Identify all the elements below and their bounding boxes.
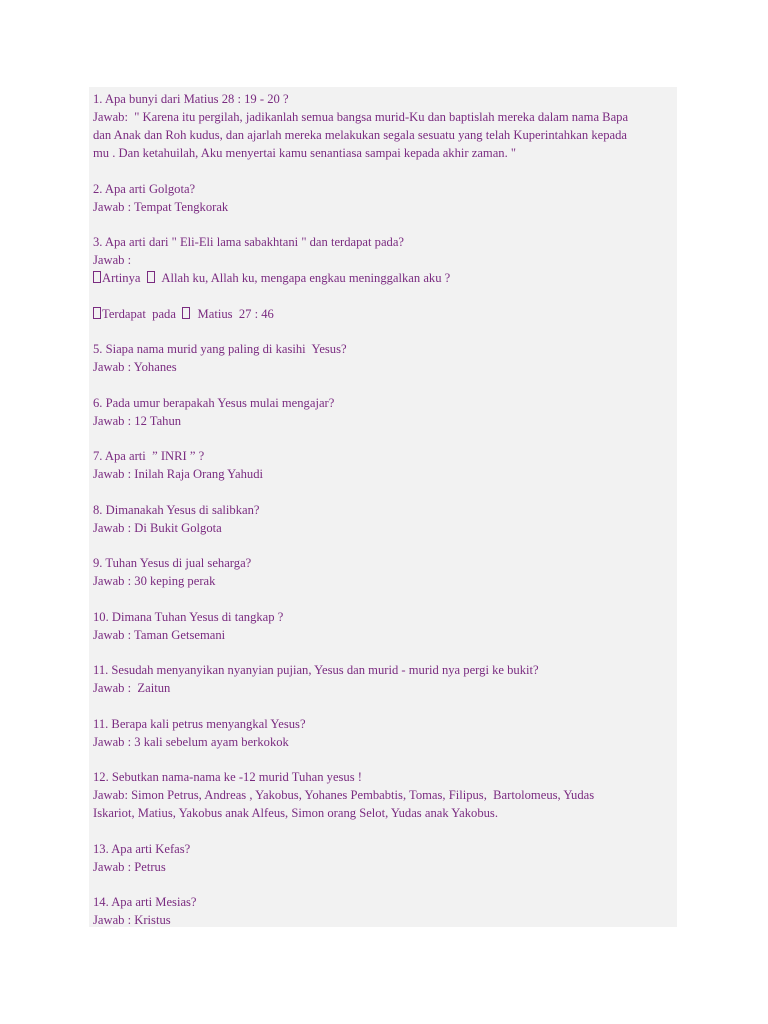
question-5: 5. Siapa nama murid yang paling di kasihi Yesus? — [93, 342, 347, 356]
answer-11b: Jawab : 3 kali sebelum ayam berkokok — [93, 734, 289, 749]
answer-12-line-1: Jawab: Simon Petrus, Andreas , Yakobus, Yohanes Pembabtis, Tomas, Filipus, Bartolomeus, Yudas — [93, 788, 595, 802]
question-9: 9. Tuhan Yesus di jual seharga? — [93, 556, 252, 570]
answer-13: Jawab : Petrus — [93, 859, 166, 874]
missing-glyph-icon — [147, 271, 155, 283]
answer-8: Jawab : Di Bukit Golgota — [93, 520, 222, 535]
question-7: 7. Apa arti ” INRI ” ? — [93, 449, 205, 463]
question-2: 2. Apa arti Golgota? — [93, 181, 196, 196]
spacer — [93, 590, 673, 608]
question-13: 13. Apa arti Kefas? — [93, 841, 191, 856]
answer-10: Jawab : Taman Getsemani — [93, 627, 226, 642]
question-12: 12. Sebutkan nama-nama ke -12 murid Tuhan yesus ! — [93, 770, 362, 784]
spacer — [93, 162, 673, 180]
answer-1-line-3: mu . Dan ketahuilah, Aku menyertai kamu senantiasa sampai kepada akhir zaman. " — [93, 146, 517, 160]
spacer — [93, 483, 673, 501]
missing-glyph-icon — [182, 307, 190, 319]
answer-9: Jawab : 30 keping perak — [93, 574, 216, 588]
question-10: 10. Dimana Tuhan Yesus di tangkap ? — [93, 609, 284, 624]
spacer — [93, 216, 673, 234]
spacer — [93, 323, 673, 341]
spacer — [93, 751, 673, 769]
answer-2: Jawab : Tempat Tengkorak — [93, 199, 229, 214]
answer-14: Jawab : Kristus — [93, 913, 171, 927]
spacer — [93, 822, 673, 840]
answer-12-line-2: Iskariot, Matius, Yakobus anak Alfeus, Simon orang Selot, Yudas anak Yakobus. — [93, 806, 498, 820]
qa-list — [93, 90, 673, 927]
artinya-text: Allah ku, Allah ku, mengapa engkau meninggalkan aku ? — [161, 271, 451, 285]
spacer — [93, 430, 673, 448]
answer-11a: Jawab : Zaitun — [93, 681, 171, 695]
spacer — [93, 876, 673, 894]
spacer — [93, 376, 673, 394]
answer-5: Jawab : Yohanes — [93, 360, 177, 374]
spacer — [93, 697, 673, 715]
answer-3-artinya-line — [93, 269, 673, 287]
question-1: 1. Apa bunyi dari Matius 28 : 19 - 20 ? — [93, 92, 289, 106]
answer-3: Jawab : — [93, 253, 132, 267]
answer-7: Jawab : Inilah Raja Orang Yahudi — [93, 467, 263, 481]
question-11a: 11. Sesudah menyanyikan nyanyian pujian, Yesus dan murid - murid nya pergi ke bukit? — [93, 663, 539, 677]
spacer — [93, 537, 673, 555]
question-14: 14. Apa arti Mesias? — [93, 895, 197, 909]
question-6: 6. Pada umur berapakah Yesus mulai mengajar? — [93, 395, 335, 410]
answer-1-line-1: Jawab: " Karena itu pergilah, jadikanlah semua bangsa murid-Ku dan baptislah mereka dalam nama Bapa — [93, 110, 629, 124]
missing-glyph-icon — [93, 271, 101, 283]
terdapat-text: Matius 27 : 46 — [197, 306, 274, 321]
question-11b: 11. Berapa kali petrus menyangkal Yesus? — [93, 716, 306, 731]
answer-3-terdapat-line — [93, 305, 673, 323]
question-3: 3. Apa arti dari " Eli-Eli lama sabakhtani " dan terdapat pada? — [93, 235, 405, 249]
artinya-label: Artinya — [102, 271, 141, 285]
question-8: 8. Dimanakah Yesus di salibkan? — [93, 502, 260, 517]
spacer — [93, 644, 673, 662]
answer-6: Jawab : 12 Tahun — [93, 413, 182, 428]
document-page — [89, 87, 677, 927]
terdapat-label: Terdapat pada — [102, 306, 176, 321]
spacer — [93, 287, 673, 305]
missing-glyph-icon — [93, 307, 101, 319]
answer-1-line-2: dan Anak dan Roh kudus, dan ajarlah mereka melakukan segala sesuatu yang telah Kuperintahkan kepada — [93, 128, 627, 142]
